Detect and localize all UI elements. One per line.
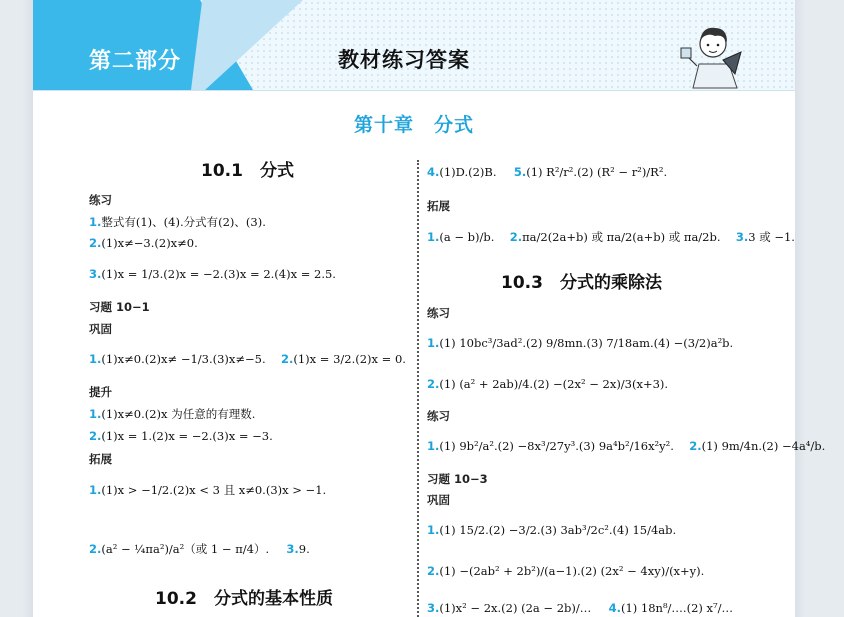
item-number: 3.: [427, 601, 440, 615]
student-mascot-icon: [679, 16, 749, 88]
header-banner: [33, 0, 795, 91]
answer-line: [427, 564, 704, 578]
item-number: 1.: [427, 336, 440, 350]
answer-text: (1) −(2ab² + 2b²)/(a−1).(2) (2x² − 4xy)/(x+y).: [439, 564, 705, 578]
item-number: 1.: [89, 483, 102, 497]
section-10-2-title: 10.2 分式的基本性质: [155, 589, 333, 609]
answer-line: [427, 439, 825, 453]
item-number: 2.: [427, 377, 440, 391]
answer-text: (a² − ¼πa²)/a²（或 1 − π/4）.: [101, 542, 270, 556]
answer-line: [427, 165, 667, 179]
chapter-title: 第十章 分式: [353, 114, 474, 136]
item-number: 2.: [280, 352, 294, 366]
item-number: 1.: [89, 352, 102, 366]
answer-line: [89, 429, 273, 443]
answer-line: [427, 229, 795, 245]
answer-text: 3 或 −1.: [748, 230, 795, 244]
answer-text: (1) (a² + 2ab)/4.(2) −(2x² − 2x)/3(x+3).: [439, 377, 669, 391]
section-10-1-title: 10.1 分式: [201, 161, 294, 181]
item-number: 1.: [427, 523, 440, 537]
answer-text: 9.: [298, 542, 310, 556]
document-page: [33, 0, 826, 617]
item-number: 2.: [689, 439, 702, 453]
answer-text: (1)x = 3/2.(2)x = 0.: [293, 352, 406, 366]
practice-label: 练习: [89, 193, 112, 207]
item-number: 2.: [89, 429, 102, 443]
item-number: 2.: [509, 230, 523, 244]
answer-text: (1)x≠0.(2)x≠ −1/3.(3)x≠−5.: [101, 352, 266, 366]
column-divider: [417, 160, 419, 617]
item-number: 3.: [735, 230, 749, 244]
answer-line: [89, 214, 266, 230]
section-title: 教材练习答案: [338, 48, 470, 72]
item-number: 2.: [427, 564, 440, 578]
item-number: 1.: [427, 230, 440, 244]
extend-label: 拓展: [89, 452, 112, 466]
answer-line: [89, 236, 198, 250]
item-number: 1.: [427, 439, 440, 453]
page-edge-left: [23, 0, 33, 617]
practice-label: 练习: [427, 409, 450, 423]
answer-line: [427, 601, 733, 615]
part-label: 第二部分: [89, 49, 182, 74]
answer-line: [427, 336, 733, 350]
item-number: 1.: [89, 407, 102, 421]
item-number: 2.: [89, 236, 102, 250]
improve-label: 提升: [89, 385, 112, 399]
section-10-3-title: 10.3 分式的乘除法: [501, 273, 662, 293]
answer-text: (1)x = 1.(2)x = −2.(3)x = −3.: [101, 429, 273, 443]
consolidate-label: 巩固: [89, 322, 112, 336]
item-number: 3.: [286, 542, 299, 556]
answer-line: [89, 482, 326, 498]
item-number: 4.: [608, 601, 621, 615]
answer-text: (a − b)/b.: [439, 230, 495, 244]
consolidate-label: 巩固: [427, 493, 450, 507]
exercise-label: 习题 10−3: [427, 472, 488, 486]
page-edge-right: [795, 0, 805, 617]
answer-text: (1)D.(2)B.: [439, 165, 497, 179]
answer-text: πa/2(2a+b) 或 πa/2(a+b) 或 πa/2b.: [522, 230, 721, 244]
answer-text: (1)x² − 2x.(2) (2a − 2b)/…: [439, 601, 592, 615]
item-number: 5.: [513, 165, 527, 179]
exercise-label: 习题 10−1: [89, 300, 150, 314]
answer-text: (1) R²/r².(2) (R² − r²)/R².: [526, 165, 668, 179]
answer-text: (1) 9m/4n.(2) −4a⁴/b.: [701, 439, 826, 453]
answer-line: [89, 406, 255, 422]
extend-label: 拓展: [427, 199, 450, 213]
item-number: 1.: [89, 215, 102, 229]
answer-text: (1) 9b²/a².(2) −8x³/27y³.(3) 9a⁴b²/16x²y².: [439, 439, 674, 453]
answer-line: [427, 377, 668, 391]
item-number: 2.: [89, 542, 102, 556]
answer-text: (1) 15/2.(2) −3/2.(3) 3ab³/2c².(4) 15/4ab.: [439, 523, 677, 537]
answer-text: (1)x = 1/3.(2)x = −2.(3)x = 2.(4)x = 2.5.: [101, 267, 336, 281]
answer-line: [89, 267, 336, 281]
item-number: 3.: [89, 267, 102, 281]
answer-line: [427, 523, 676, 537]
answer-line: [89, 352, 406, 366]
answer-line: [89, 541, 310, 557]
answer-text: (1)x≠0.(2)x 为任意的有理数.: [101, 407, 256, 421]
answer-text: (1) 18n⁸/….(2) x⁷/…: [620, 601, 733, 615]
answer-text: 整式有(1)、(4).分式有(2)、(3).: [101, 215, 266, 229]
practice-label: 练习: [427, 306, 450, 320]
answer-text: (1) 10bc³/3ad².(2) 9/8mn.(3) 7/18am.(4) −(3/2)a²b.: [439, 336, 734, 350]
answer-text: (1)x≠−3.(2)x≠0.: [101, 236, 198, 250]
item-number: 4.: [427, 165, 440, 179]
answer-text: (1)x > −1/2.(2)x < 3 且 x≠0.(3)x > −1.: [101, 483, 327, 497]
